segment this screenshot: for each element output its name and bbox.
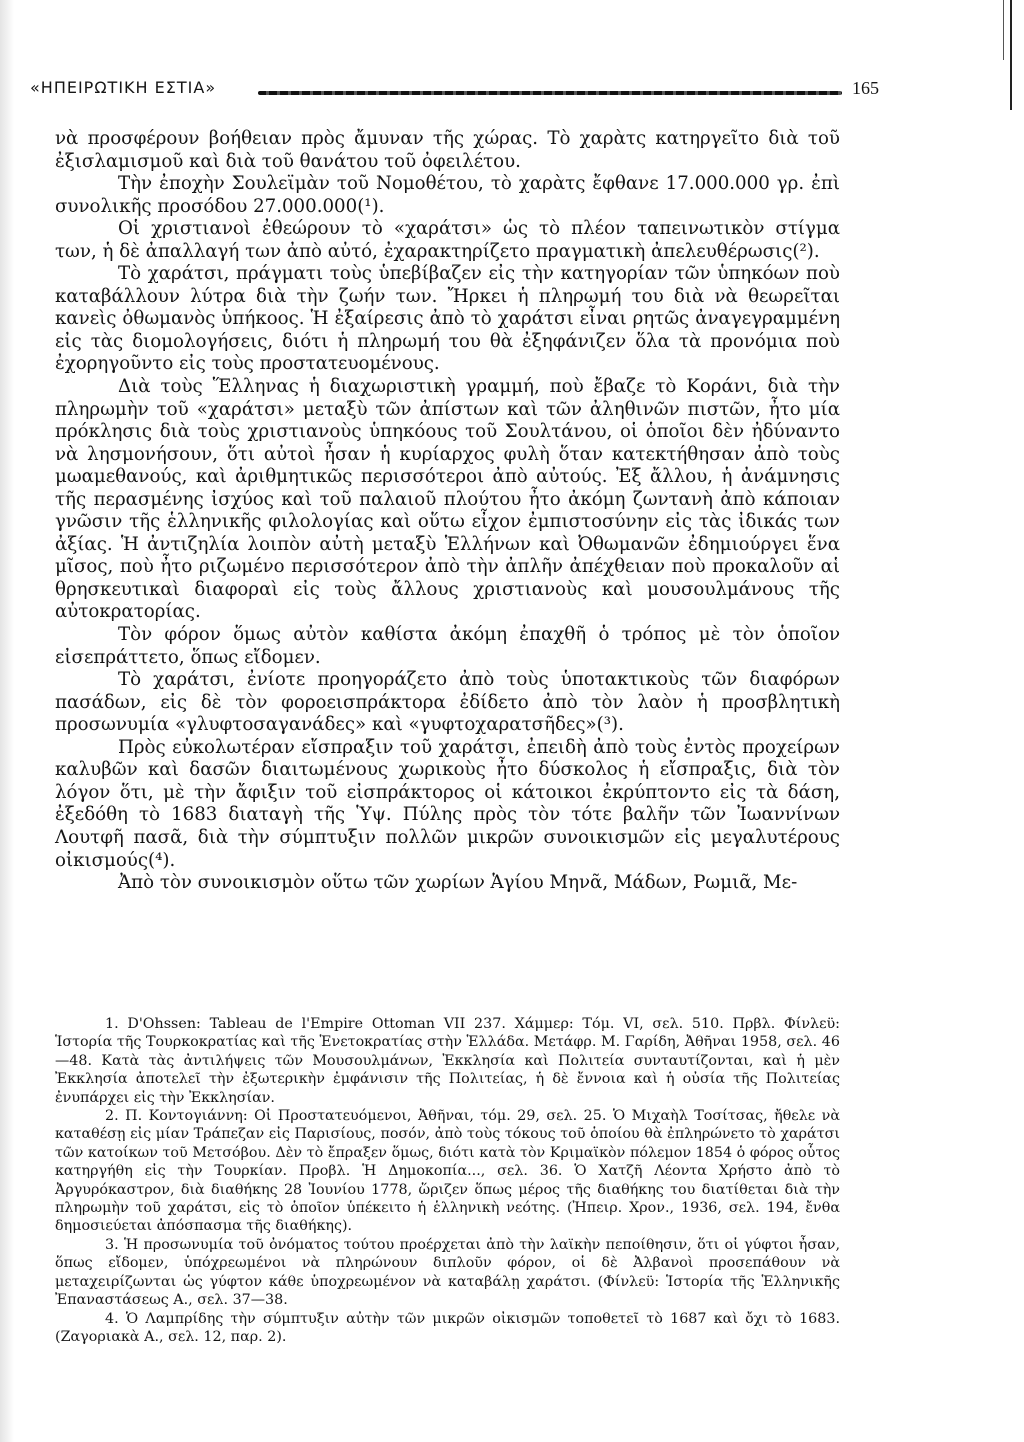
paragraph: Τὸ χαράτσι, πράγματι τοὺς ὑπεβίβαζεν εἰς τὴν κατηγορίαν τῶν ὑπηκόων ποὺ καταβάλλουν λύτρα διὰ τὴν ζωήν των. Ἤρκει ἡ πληρωμή του διὰ νὰ θεωρεῖται κανεὶς ὀθωμανὸς ὑπήκοος. Ἡ ἐξαίρεσις ἀπὸ τὸ χαράτσι εἶναι ρητῶς ἀναγεγραμμένη εἰς τὰς διομολογήσεις, διότι ἡ πληρωμή του θὰ ἐξηφάνιζεν ὅλα τὰ προνόμια ποὺ ἐχορηγοῦντο εἰς τοὺς προστατευομένους.	[55, 263, 840, 375]
header-rule	[258, 91, 842, 95]
paragraph: Ἀπὸ τὸν συνοικισμὸν οὕτω τῶν χωρίων Ἁγίου Μηνᾶ, Μάδων, Ρωμιᾶ, Με-	[118, 872, 798, 894]
running-header	[30, 78, 960, 104]
paragraph: Τὸ χαράτσι, ἐνίοτε προηγοράζετο ἀπὸ τοὺς ὑποτακτικοὺς τῶν διαφόρων πασάδων, εἰς δὲ τὸν φοροεισπράκτορα ἐδίδετο ἀπὸ τὸν λαὸν ἡ προσβλητικὴ προσωνυμία «γλυφτοσαγανάδες» καὶ «γυφτοχαρατσῆδες»(³).	[55, 669, 840, 736]
footnote: 1. D'Ohssen: Tableau de l'Empire Ottoman VII 237. Χάμμερ: Τόμ. VI, σελ. 510. Πρβλ. Φίνλεϋ: Ἱστορία τῆς Τουρκοκρατίας καὶ τῆς Ἑνετοκρατίας στὴν Ἑλλάδα. Μετάφρ. Μ. Γαρίδη, Ἀθῆναι 1958, σελ. 46—48. Κατὰ τὰς ἀντιλήψεις τῶν Μουσουλμάνων, Ἐκκλησία καὶ Πολιτεία συνταυτίζονται, καὶ ἡ μὲν Ἐκκλησία ἀποτελεῖ τὴν ἐξωτερικὴν ἐμφάνισιν τῆς Πολιτείας, ἡ δὲ ἔννοια καὶ ἡ οὐσία τῆς Πολιτείας ἐνυπάρχει εἰς τὴν Ἐκκλησίαν.	[55, 1016, 840, 1106]
footnotes	[55, 1015, 840, 1346]
journal-title: «ΗΠΕΙΡΩΤΙΚΗ ΕΣΤΙΑ»	[30, 78, 217, 97]
page-edge-mark-thin	[1003, 0, 1004, 60]
paragraph: Διὰ τοὺς Ἕλληνας ἡ διαχωριστικὴ γραμμή, ποὺ ἔβαζε τὸ Κοράνι, διὰ τὴν πληρωμὴν τοῦ «χαράτσι» μεταξὺ τῶν ἀπίστων καὶ τῶν ἀληθινῶν πιστῶν, ἦτο μία πρόκλησις διὰ τοὺς χριστιανοὺς ὑπηκόους τοῦ Σουλτάνου, οἱ ὁποῖοι δὲν ἠδύναντο νὰ λησμονήσουν, ὅτι αὐτοὶ ἦσαν ἡ κυρίαρχος φυλὴ ὅταν κατεκτήθησαν ἀπὸ τοὺς μωαμεθανούς, καὶ ἀριθμητικῶς περισσότεροι ἀπὸ αὐτούς. Ἐξ ἄλλου, ἡ ἀνάμνησις τῆς περασμένης ἰσχύος καὶ τοῦ παλαιοῦ πλούτου ἦτο ἀκόμη ζωντανὴ ἀπὸ κάποιαν γνῶσιν τῆς ἑλληνικῆς φιλολογίας καὶ οὕτω εἶχον ἐμπιστοσύνην εἰς τὰς ἰδικάς των ἀξίας. Ἡ ἀντιζηλία λοιπὸν αὐτὴ μεταξὺ Ἑλλήνων καὶ Ὀθωμανῶν ἐδημιούργει ἕνα μῖσος, ποὺ ἦτο ριζωμένο περισσότερον ἀπὸ τὴν ἀπλῆν ἀπέχθειαν ποὺ προκαλοῦν αἱ θρησκευτικαὶ διαφοραὶ εἰς τοὺς ἄλλους χριστιανοὺς καὶ μουσουλμάνους τῆς αὐτοκρατορίας.	[55, 376, 840, 623]
page-number: 165	[852, 78, 879, 98]
paragraph: Οἱ χριστιανοὶ ἐθεώρουν τὸ «χαράτσι» ὡς τὸ πλέον ταπεινωτικὸν στίγμα των, ἡ δὲ ἀπαλλαγή των ἀπὸ αὐτό, ἐχαρακτηρίζετο πραγματικὴ ἀπελευθέρωσις(²).	[55, 218, 840, 262]
footnote: 4. Ὁ Λαμπρίδης τὴν σύμπτυξιν αὐτὴν τῶν μικρῶν οἰκισμῶν τοποθετεῖ τὸ 1687 καὶ ὄχι τὸ 1683. (Ζαγοριακὰ Α., σελ. 12, παρ. 2).	[55, 1310, 840, 1345]
page-binding-edge	[0, 0, 14, 1442]
footnote: 2. Π. Κοντογιάννη: Οἱ Προστατευόμενοι, Ἀθῆναι, τόμ. 29, σελ. 25. Ὁ Μιχαὴλ Τοσίτσας, ἤθελε νὰ καταθέσῃ εἰς μίαν Τράπεζαν εἰς Παρισίους, ποσόν, ἀπὸ τοὺς τόκους τοῦ ὁποίου θὰ ἐπληρώνετο τὸ χαράτσι τῶν κατοίκων τοῦ Μετσόβου. Δὲν τὸ ἔπραξεν ὅμως, διότι κατὰ τὸν Κριμαϊκὸν πόλεμον 1854 ὁ φόρος οὗτος κατηργήθη εἰς τὴν Τουρκίαν. Προβλ. Ἡ Δημοκοπία..., σελ. 36. Ὁ Χατζῆ Λέοντα Χρήστο ἀπὸ τὸ Ἀργυρόκαστρον, διὰ διαθήκης 28 Ἰουνίου 1778, ὥριζεν ὅπως μέρος τῆς διαθήκης του διατίθεται διὰ τὴν πληρωμὴν τοῦ χαράτσι, εἰς τὸ ὁποῖον ὑπέκειτο ἡ ἑλληνικὴ νεότης. (Ἠπειρ. Χρον., 1936, σελ. 194, ἔνθα δημοσιεύεται ἀπόσπασμα τῆς διαθήκης).	[55, 1108, 840, 1235]
paragraph: Πρὸς εὐκολωτέραν εἴσπραξιν τοῦ χαράτσι, ἐπειδὴ ἀπὸ τοὺς ἐντὸς προχείρων καλυβῶν καὶ δασῶν διαιτωμένους χωρικοὺς ἦτο δύσκολος ἡ εἴσπραξις, διὰ τὸν λόγον ὅτι, μὲ τὴν ἄφιξιν τοῦ εἰσπράκτορος οἱ κάτοικοι ἐκρύπτοντο εἰς τὰ δάση, ἐξεδόθη τὸ 1683 διαταγὴ τῆς Ὑψ. Πύλης πρὸς τὸν τότε βαλῆν τῶν Ἰωαννίνων Λουτφῆ πασᾶ, διὰ τὴν σύμπτυξιν πολλῶν μικρῶν συνοικισμῶν εἰς μεγαλυτέρους οἰκισμούς(⁴).	[55, 736, 840, 871]
paragraph: Τὸν φόρον ὅμως αὐτὸν καθίστα ἀκόμη ἐπαχθῆ ὁ τρόπος μὲ τὸν ὁποῖον εἰσεπράττετο, ὅπως εἴδομεν.	[55, 624, 840, 668]
page-edge-mark	[1010, 0, 1012, 110]
footnote: 3. Ἡ προσωνυμία τοῦ ὀνόματος τούτου προέρχεται ἀπὸ τὴν λαϊκὴν πεποίθησιν, ὅτι οἱ γύφτοι ἦσαν, ὅπως εἴδομεν, ὑπόχρεωμένοι νὰ πληρώνουν διπλοῦν φόρον, οἱ δὲ Ἀλβανοὶ προσεπάθουν νὰ μεταχειρίζωνται ὡς γύφτον κάθε ὑποχρεωμένον νὰ καταβάλῃ χαράτσι. (Φίνλεϋ: Ἱστορία τῆς Ἑλληνικῆς Ἐπαναστάσεως Α., σελ. 37—38.	[55, 1236, 840, 1309]
main-text	[55, 128, 840, 895]
paragraph: Τὴν ἐποχὴν Σουλεϊμὰν τοῦ Νομοθέτου, τὸ χαρὰτς ἔφθανε 17.000.000 γρ. ἐπὶ συνολικῆς προσόδου 27.000.000(¹).	[55, 173, 840, 217]
paragraph: νὰ προσφέρουν βοήθειαν πρὸς ἄμυναν τῆς χώρας. Τὸ χαρὰτς κατηργεῖτο διὰ τοῦ ἐξισλαμισμοῦ καὶ διὰ τοῦ θανάτου τοῦ ὀφειλέτου.	[55, 128, 840, 172]
